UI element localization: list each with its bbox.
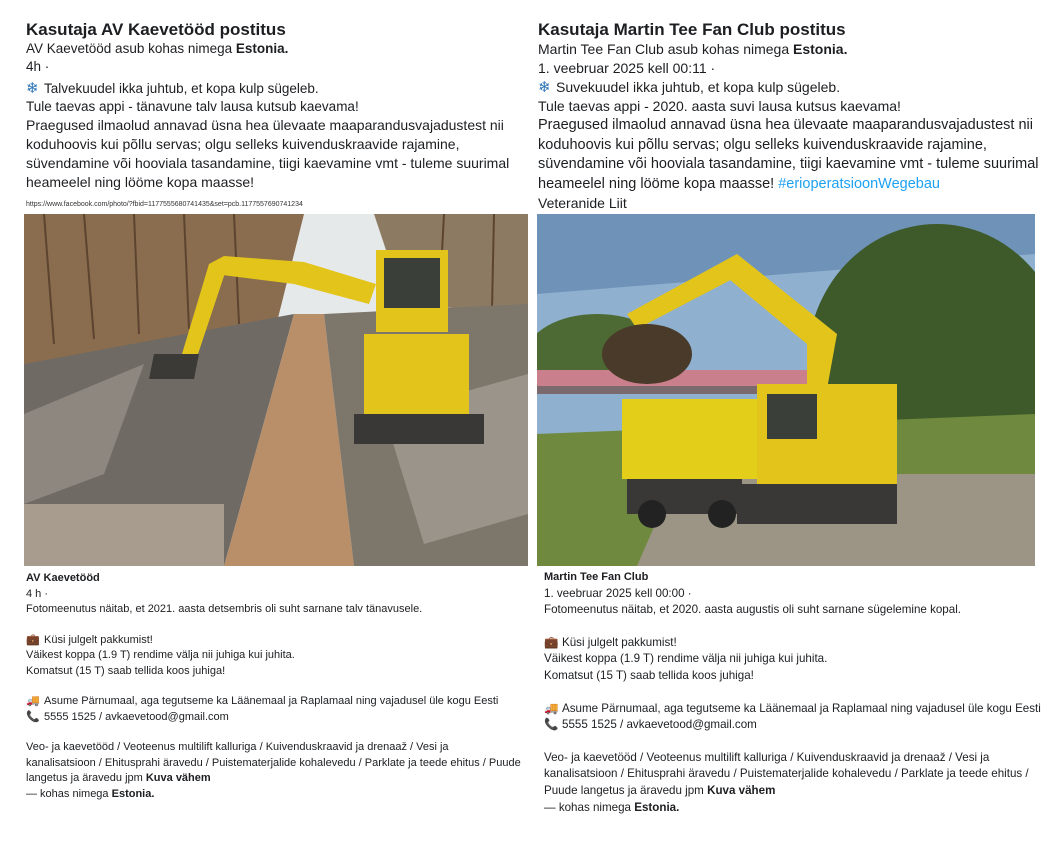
post-line-2: Tule taevas appi - 2020. aasta suvi lausa kutsus kaevama! — [538, 98, 901, 114]
show-less-link[interactable]: Kuva vähem — [707, 783, 776, 797]
caption-location: — kohas nimega Estonia. — [544, 800, 680, 814]
caption-author[interactable]: AV Kaevetööd — [26, 572, 100, 584]
phone-icon: 📞 — [26, 710, 40, 723]
truck-icon: 🚚 — [544, 701, 559, 715]
caption-location: — kohas nimega Estonia. — [26, 787, 155, 800]
post-timestamp[interactable]: 4h · — [26, 59, 50, 74]
caption-area: 🚚 Asume Pärnumaal, aga tegutseme ka Läänemaal ja Raplamaal ning vajadusel üle kogu Eesti — [26, 694, 521, 710]
caption-timestamp[interactable]: 1. veebruar 2025 kell 00:00 · — [544, 586, 692, 600]
post-timestamp[interactable]: 1. veebruar 2025 kell 00:11 · — [538, 60, 716, 76]
post-body: Praegused ilmaolud annavad üsna hea ülevaate maaparandusvajadustest nii koduhoovis kui põllu servas; olgu selleks kuivenduskraavide rajamine, süvendamine või hooviala tasandamine, tiigi kaevamine vmt - tuleme suurimal heameelel ning lööme kopa maasse! #erioperatsioonWegebau — [538, 117, 1039, 192]
post-line-2: Tule taevas appi - tänavune talv lausa kutsub kaevama! — [26, 99, 359, 114]
caption-location-link[interactable]: Estonia. — [111, 787, 155, 800]
caption-rent-2: Komatsut (15 T) saab tellida koos juhiga! — [544, 668, 754, 682]
briefcase-icon: 💼 — [544, 635, 559, 649]
spacer — [26, 618, 521, 633]
location-link[interactable]: Estonia. — [235, 41, 289, 56]
snowflake-icon: ❄ — [26, 80, 39, 97]
post-line-1: ❄ Suvekuudel ikka juhtub, et kopa kulp sügeleb. — [538, 79, 841, 96]
caption-contact: 📞 5555 1525 / avkaevetood@gmail.com — [26, 710, 521, 726]
caption-offer: 💼 Küsi julgelt pakkumist! — [26, 633, 521, 649]
briefcase-icon: 💼 — [26, 633, 40, 646]
hashtag-link[interactable]: #erioperatsioonWegebau — [778, 175, 940, 192]
caption-offer: 💼 Küsi julgelt pakkumist! — [544, 635, 1049, 652]
post-line-1: ❄ Talvekuudel ikka juhtub, et kopa kulp sügeleb. — [26, 80, 319, 97]
post-photo-excavator-truck[interactable] — [537, 214, 1035, 566]
post-title: Kasutaja Martin Tee Fan Club postitus — [538, 20, 846, 39]
phone-icon: 📞 — [544, 718, 559, 732]
spacer — [544, 619, 1049, 635]
caption-rent-1: Väikest koppa (1.9 T) rendime välja nii juhiga kui juhita. — [26, 649, 295, 661]
post-photo-ditch-excavator[interactable] — [24, 214, 528, 566]
caption-rent-1: Väikest koppa (1.9 T) rendime välja nii juhiga kui juhita. — [544, 652, 828, 666]
snowflake-icon: ❄ — [538, 79, 551, 96]
caption-left — [26, 571, 521, 802]
show-less-link[interactable]: Kuva vähem — [145, 772, 211, 784]
caption-right — [544, 569, 1049, 816]
post-right — [538, 0, 1048, 213]
post-location: Martin Tee Fan Club asub kohas nimega Estonia. — [538, 41, 848, 57]
caption-area: 🚚 Asume Pärnumaal, aga tegutseme ka Läänemaal ja Raplamaal ning vajadusel üle kogu Eesti — [544, 701, 1049, 718]
spacer — [26, 725, 521, 740]
photo-url[interactable]: https://www.facebook.com/photo/?fbid=1177555680741435&set=pcb.1177557690741234 — [26, 201, 303, 208]
caption-memory: Fotomeenutus näitab, et 2020. aasta augustis oli suht sarnane sügelemine kopal. — [544, 603, 962, 617]
post-location: AV Kaevetööd asub kohas nimega Estonia. — [26, 41, 289, 56]
caption-author[interactable]: Martin Tee Fan Club — [544, 571, 649, 583]
truck-icon: 🚚 — [26, 695, 40, 707]
post-title: Kasutaja AV Kaevetööd postitus — [26, 20, 286, 39]
post-tail: Veteranide Liit — [538, 195, 627, 211]
ditch-excavator-photo — [24, 214, 528, 566]
caption-rent-2: Komatsut (15 T) saab tellida koos juhiga! — [26, 664, 226, 677]
post-left — [26, 0, 526, 209]
caption-location-link[interactable]: Estonia. — [634, 800, 680, 814]
caption-memory: Fotomeenutus näitab, et 2021. aasta detsembris oli suht sarnane talv tänavusele. — [26, 603, 423, 615]
post-body: Praegused ilmaolud annavad üsna hea ülevaate maaparandusvajadustest nii koduhoovis kui põllu servas; olgu selleks kuivenduskraavide rajamine, süvendamine või hooviala tasandamine, tiigi kaevamine vmt - tuleme suurimal heameelel ning lööme kopa maasse! — [26, 117, 510, 190]
spacer — [544, 734, 1049, 750]
truck-graphic — [622, 399, 757, 528]
spacer — [26, 679, 521, 694]
excavator-truck-photo — [537, 214, 1035, 566]
caption-services: Veo- ja kaevetööd / Veoteenus multilift kalluriga / Kuivenduskraavid ja drenaaž / Vesi ja kanalisatsioon / Ehitusprahi äravedu / Puistematerjalide kohalevedu / Parklate ja teede ehitus / Puude langetus ja äravedu jpm Kuva vähem — [26, 741, 521, 784]
location-link[interactable]: Estonia. — [793, 41, 848, 57]
caption-timestamp[interactable]: 4 h · — [26, 587, 49, 600]
caption-contact: 📞 5555 1525 / avkaevetood@gmail.com — [544, 717, 1049, 734]
caption-services: Veo- ja kaevetööd / Veoteenus multilift kalluriga / Kuivenduskraavid ja drenaaž / Vesi ja kanalisatsioon / Ehitusprahi äravedu / Puistematerjalide kohalevedu / Parklate ja teede ehitus / Puude langetus ja äravedu jpm Kuva vähem — [544, 750, 1029, 797]
spacer — [544, 685, 1049, 701]
